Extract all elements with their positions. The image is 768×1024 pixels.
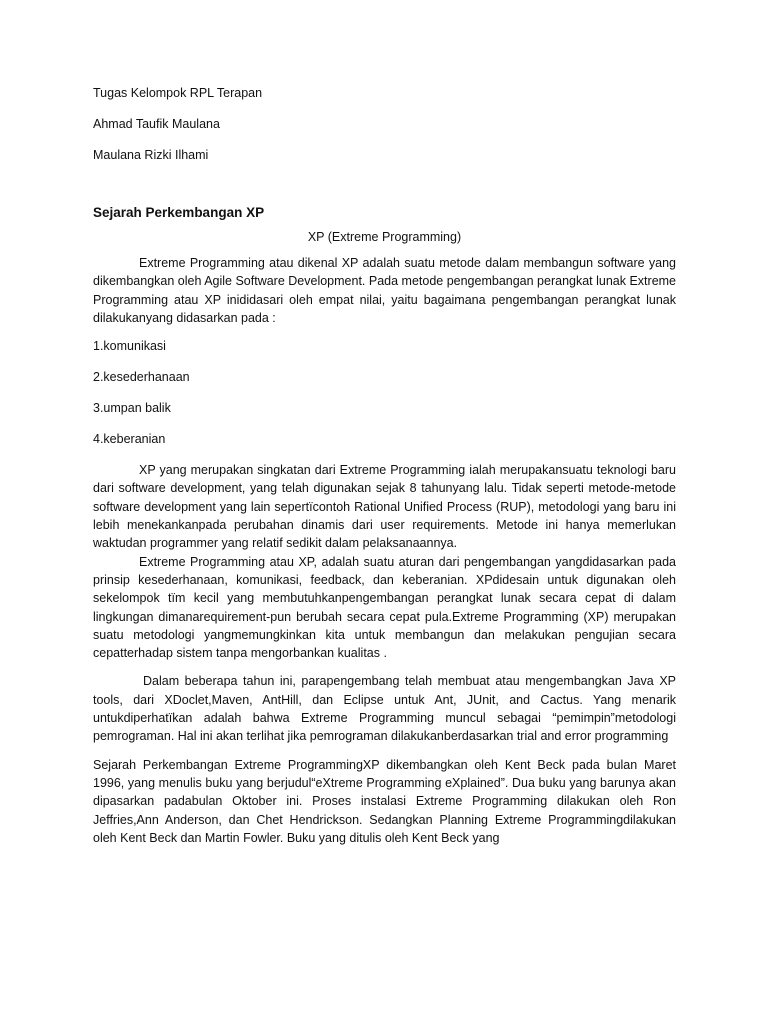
paragraph-3: Extreme Programming atau XP, adalah suatu aturan dari pengembangan yangdidasarkan pada prinsip kesederhanaan, komunikasi, feedback, dan keberanian. XPdidesain untuk digunakan oleh sekelompok tïm kecil yang membutuhkanpengembangan perangkat lunak secara cepat di dalam lingkungan dimanarequirement-pun berubah secara cepat pula.Extreme Programming (XP) merupakan suatu metodologi yangmemungkinkan kita untuk membangun dan melakukan pengujian secara cepatterhadap sistem tanpa mengorbankan kualitas . — [93, 554, 676, 661]
list-item: 1.komunikasi — [93, 339, 166, 354]
course-title: Tugas Kelompok RPL Terapan — [93, 86, 263, 100]
list-item: 4.keberanian — [93, 432, 166, 447]
member-name-2: Maulana Rizki Ilhami — [93, 148, 209, 162]
paragraph-4: Dalam beberapa tahun ini, parapengembang telah membuat atau mengembangkan Java XP tools, dari XDoclet,Maven, AntHill, dan Eclipse untuk Ant, JUnit, and Cactus. Yang menarik untukdiperhatïkan adalah bahwa Extreme Programming muncul sebagai “pemimpin”metodologi pemrograman. Hal ini akan terlihat jika pemrograman dilakukanberdasarkan trial and error programming — [93, 674, 676, 744]
section-subtitle: XP (Extreme Programming) — [307, 230, 462, 244]
list-item: 3.umpan balik — [93, 401, 171, 416]
paragraph-2: XP yang merupakan singkatan dari Extreme Programming ialah merupakansuatu teknologi baru dari software development, yang telah digunakan sejak 8 tahunyang lalu. Tidak seperti metode-metode software development yang lain sepertïcontoh Rational Unified Process (RUP), metodologi yang baru ini lebih menekankanpada perubahan dinamis dari user requirements. Metode ini hanya memerlukan waktudan programmer yang relatif sedikit dalam pelaksanaannya. — [93, 463, 676, 551]
list-item: 2.kesederhanaan — [93, 370, 190, 385]
paragraph-intro: Extreme Programming atau dikenal XP adalah suatu metode dalam membangun software yang dikembangkan oleh Agile Software Development. Pada metode pengembangan perangkat lunak Extreme Programming atau XP inididasari oleh empat nilai, yaitu bagaimana pengembangan perangkat lunak dilakukanyang didasarkan pada : — [93, 256, 677, 325]
section-title: Sejarah Perkembangan XP — [93, 205, 265, 220]
member-name-1: Ahmad Taufik Maulana — [93, 117, 220, 131]
paragraph-5: Sejarah Perkembangan Extreme ProgrammingXP dikembangkan oleh Kent Beck pada bulan Maret 1996, yang menulis buku yang berjudul“eXtreme Programming eXplained”. Dua buku yang barunya akan dipasarkan padabulan Oktober ini. Proses instalasi Extreme Programming dilakukan oleh Ron Jeffries,Ann Anderson, dan Chet Hendrickson. Sedangkan Planning Extreme Programmingdilakukan oleh Kent Beck dan Martin Fowler. Buku yang ditulis oleh Kent Beck yang — [93, 757, 676, 845]
